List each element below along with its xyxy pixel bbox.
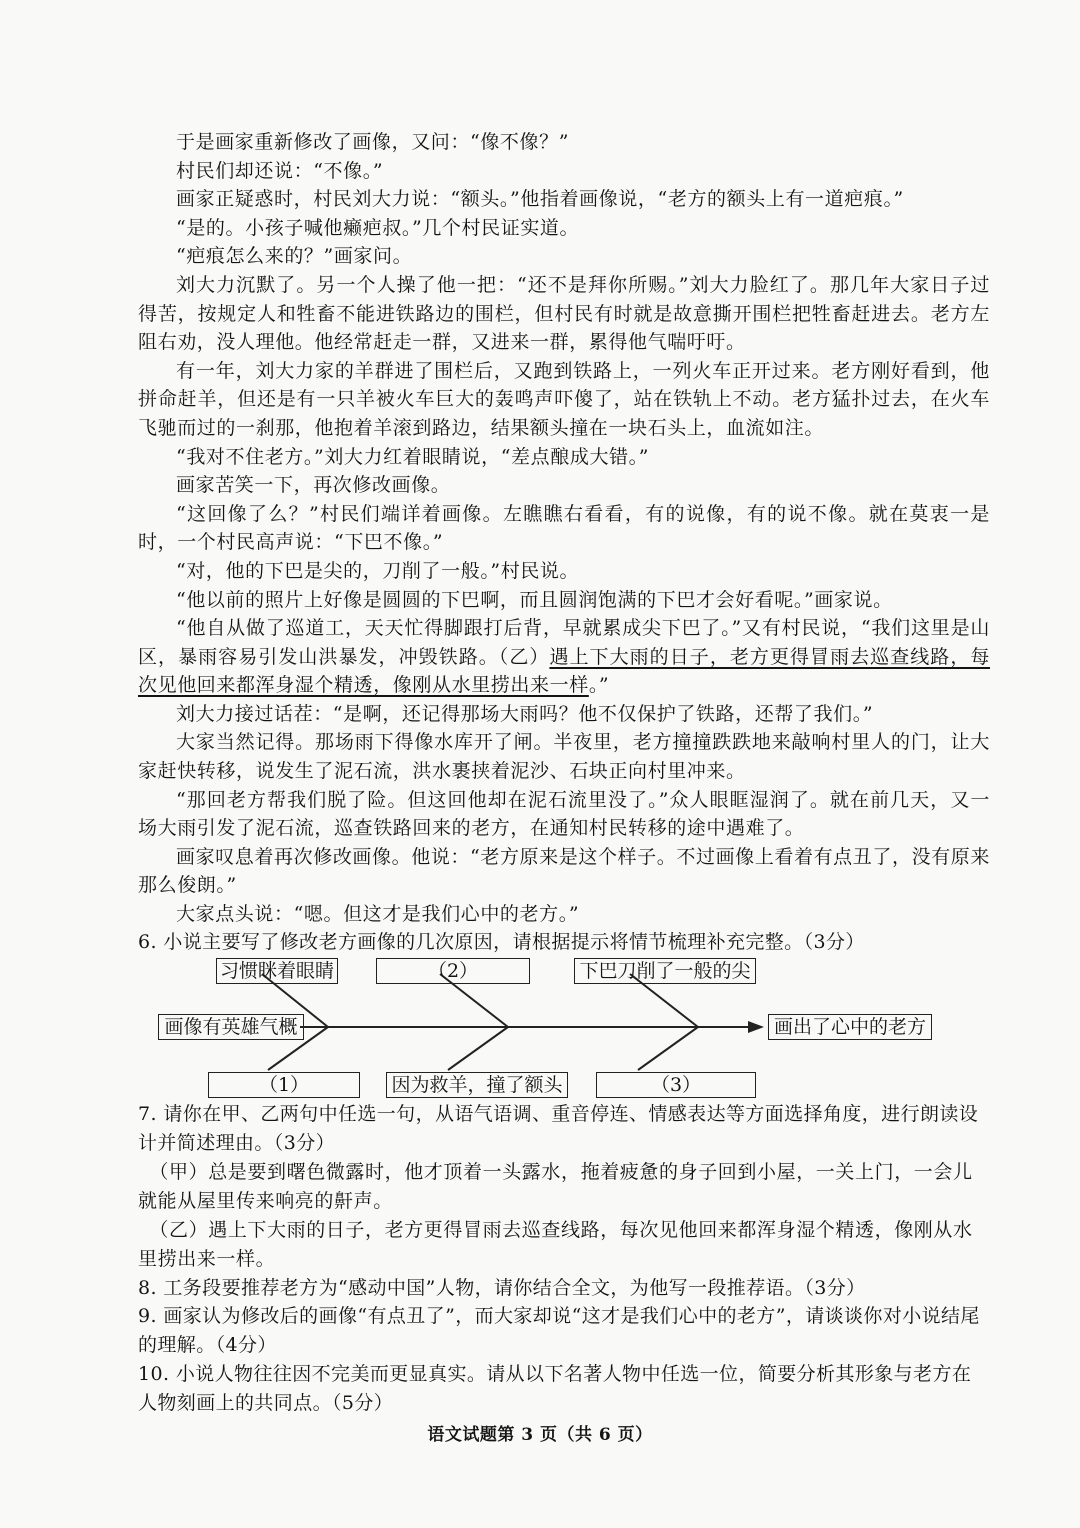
story-paragraph: 大家点头说：“嗯。但这才是我们心中的老方。” — [176, 903, 580, 926]
story-paragraph: “对，他的下巴是尖的，刀削了一般。”村民说。 — [176, 559, 580, 582]
spine-arrowhead — [748, 1021, 764, 1033]
bone-bottom-2 — [448, 1027, 508, 1070]
question-10: 10. 小说人物往往因不完美而更显真实。请从以下名著人物中任选一位，简要分析其形象与老方在人物刻画上的共同点。（5分） — [138, 1363, 972, 1414]
fishbone-diagram — [0, 950, 1080, 1100]
question-7-yi: （乙）遇上下大雨的日子，老方更得冒雨去巡查线路，每次见他回来都浑身湿个精透，像刚从水里捞出来一样。 — [138, 1219, 973, 1270]
story-paragraph: “他以前的照片上好像是圆圆的下巴啊，而且圆润饱满的下巴才会好看呢。”画家说。 — [176, 588, 893, 611]
bone-bottom-3 — [638, 1027, 698, 1070]
story-paragraph: “疤痕怎么来的？”画家问。 — [176, 245, 413, 268]
page-footer: 语文试题第 3 页（共 6 页） — [427, 1425, 653, 1445]
yi-after: 。” — [588, 674, 610, 697]
box-end: 画出了心中的老方 — [768, 1014, 932, 1040]
yi-underlined-sentence: 遇上下大雨的日子，老方更得冒雨去巡查线路，每次见他回来都浑身湿个精透，像刚从水里捞出来一样 — [138, 645, 990, 697]
box-start: 画像有英雄气概 — [158, 1014, 304, 1040]
story-paragraph: 于是画家重新修改了画像，又问：“像不像？” — [176, 131, 570, 153]
story-paragraph: 画家正疑惑时，村民刘大力说：“额头。”他指着画像说，“老方的额头上有一道疤痕。” — [176, 188, 904, 211]
box-bottom-3: （3） — [596, 1072, 756, 1098]
story-paragraph: “那回老方帮我们脱了险。但这回他却在泥石流里没了。”众人眼眶湿润了。就在前几天，又一场大雨引发了泥石流，巡查铁路回来的老方，在通知村民转移的途中遇难了。 — [138, 788, 990, 840]
box-bottom-1: （1） — [208, 1072, 360, 1098]
story-paragraph: “是的。小孩子喊他癞疤叔。”几个村民证实道。 — [176, 216, 580, 239]
question-8: 8. 工务段要推荐老方为“感动中国”人物，请你结合全文，为他写一段推荐语。（3分） — [138, 1277, 866, 1299]
story-paragraph: “我对不住老方。”刘大力红着眼睛说，“差点酿成大错。” — [176, 445, 650, 468]
story-paragraph: “这回像了么？”村民们端详着画像。左瞧瞧右看看，有的说像，有的说不像。就在莫衷一是时，一个村民高声说：“下巴不像。” — [138, 502, 990, 554]
story-paragraph: 有一年，刘大力家的羊群进了围栏后，又跑到铁路上，一列火车正开过来。老方刚好看到，他拼命赶羊，但还是有一只羊被火车巨大的轰鸣声吓傻了，站在铁轨上不动。老方猛扑过去，在火车飞驰而过的一刹那，他抱着羊滚到路边，结果额头撞在一块石头上，血流如注。 — [138, 359, 990, 439]
question-9: 9. 画家认为修改后的画像“有点丑了”，而大家却说“这才是我们心中的老方”，请谈谈你对小说结尾的理解。（4分） — [138, 1305, 980, 1356]
story-paragraph: 刘大力沉默了。另一个人操了他一把：“还不是拜你所赐。”刘大力脸红了。那几年大家日子过得苦，按规定人和牲畜不能进铁路边的围栏，但村民有时就是故意撕开围栏把牲畜赶进去。老方左阻右劝，没人理他。他经常赶走一群，又进来一群，累得他气喘吁吁。 — [138, 273, 990, 354]
story-text — [138, 128, 990, 929]
yi-before: “他自从做了巡道工，天天忙得脚跟打后背，早就累成尖下巴了。”又有村民说，“我们这里是山区，暴雨容易引发山洪暴发，冲毁铁路。（乙） — [138, 617, 990, 668]
story-paragraph: 刘大力接过话茬：“是啊，还记得那场大雨吗？他不仅保护了铁路，还帮了我们。” — [176, 702, 874, 725]
box-top-3: 下巴刀削了一般的尖 — [574, 958, 756, 984]
box-top-2: （2） — [376, 958, 530, 984]
question-7-jia: （甲）总是要到曙色微露时，他才顶着一头露水，拖着疲惫的身子回到小屋，一关上门，一会儿就能从屋里传来响亮的鼾声。 — [138, 1161, 973, 1212]
box-bottom-2: 因为救羊，撞了额头 — [386, 1072, 568, 1098]
question-6: 6. 小说主要写了修改老方画像的几次原因，请根据提示将情节梳理补充完整。（3分） — [138, 931, 865, 953]
story-paragraph: 大家当然记得。那场雨下得像水库开了闸。半夜里，老方撞撞跌跌地来敲响村里人的门，让大家赶快转移，说发生了泥石流，洪水裹挟着泥沙、石块正向村里冲来。 — [138, 731, 990, 783]
question-7: 7. 请你在甲、乙两句中任选一句，从语气语调、重音停连、情感表达等方面选择角度，进行朗读设计并简述理由。（3分） — [138, 1103, 979, 1154]
story-paragraph: 村民们却还说：“不像。” — [176, 159, 384, 182]
story-paragraph: 画家苦笑一下，再次修改画像。 — [176, 474, 451, 497]
story-paragraph: 画家叹息着再次修改画像。他说：“老方原来是这个样子。不过画像上看着有点丑了，没有原来那么俊朗。” — [138, 845, 990, 897]
story-paragraph-yi — [138, 614, 990, 700]
box-top-1: 习惯眯着眼睛 — [216, 958, 338, 984]
